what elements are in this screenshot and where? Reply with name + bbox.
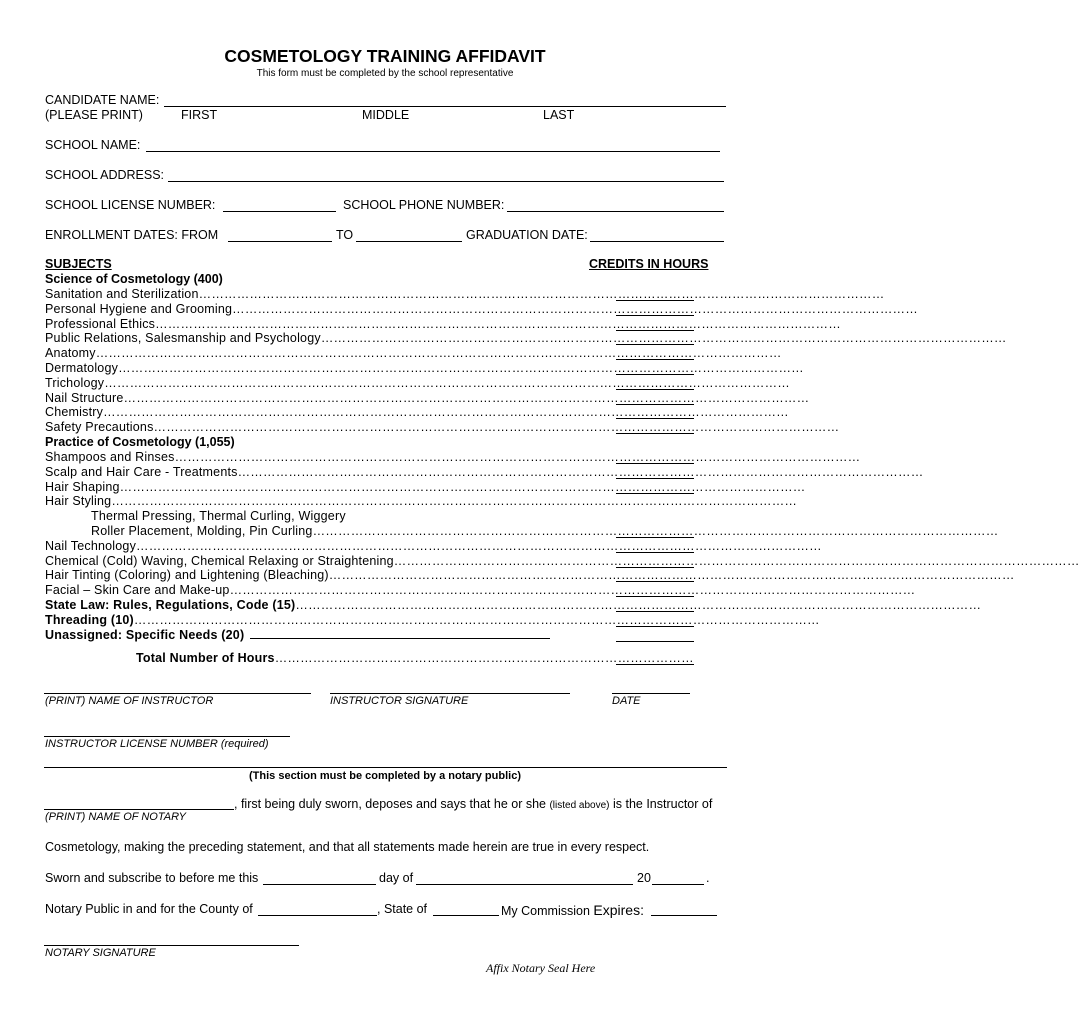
subject-row: Chemical (Cold) Waving, Chemical Relaxing or Straightening……………………………………………………………………………………………………………………………………………… [45, 553, 1080, 568]
subject-row: Professional Ethics……………………………………………………………………………………………………………………………………………… [45, 316, 841, 331]
please-print-label: (PLEASE PRINT) [45, 108, 143, 122]
subject-row: Facial – Skin Care and Make-up……………………………………………………………………………………………………………………………………………… [45, 583, 916, 598]
subject-label: Chemistry [45, 405, 104, 420]
school-license-field[interactable] [223, 211, 336, 212]
subject-label: Professional Ethics [45, 316, 156, 331]
subject-row [45, 628, 545, 642]
subject-label: Dermatology [45, 361, 119, 375]
subject-label: Nail Structure [45, 390, 124, 405]
subject-row: State Law: Rules, Regulations, Code (15)……………………………………………………………………………………………………………………………………………… [45, 598, 982, 612]
notary-signature-label: NOTARY SIGNATURE [45, 947, 156, 959]
subject-row: Sanitation and Sterilization……………………………………………………………………………………………………………………………………………… [45, 287, 885, 301]
subject-label: Facial – Skin Care and Make-up [45, 583, 230, 598]
commission-expires-field[interactable] [651, 915, 717, 916]
instructor-date-field[interactable] [612, 693, 690, 694]
expires-label: Expires: [593, 902, 644, 918]
subject-row: Hair Tinting (Coloring) and Lightening (Bleaching)……………………………………………………………………………………………………………………………………………… [45, 568, 1015, 583]
notary-signature-field[interactable] [44, 945, 299, 946]
instructor-signature-label: INSTRUCTOR SIGNATURE [330, 695, 469, 707]
school-name-label: SCHOOL NAME: [45, 138, 141, 152]
school-license-label: SCHOOL LICENSE NUMBER: [45, 198, 216, 212]
subject-label: Hair Styling [45, 494, 112, 509]
school-phone-label: SCHOOL PHONE NUMBER: [343, 198, 505, 212]
school-address-label: SCHOOL ADDRESS: [45, 168, 165, 182]
county-label: Notary Public in and for the County of [45, 902, 253, 916]
subject-row: Nail Technology……………………………………………………………………………………………………………………………………………… [45, 538, 822, 553]
instructor-license-label: INSTRUCTOR LICENSE NUMBER (required) [45, 738, 269, 750]
sworn-statement: , first being duly sworn, deposes and says that he or she (listed above) is the Instructor of [234, 797, 713, 811]
sworn-label: Sworn and subscribe to before me this [45, 871, 259, 885]
subject-row: Chemistry……………………………………………………………………………………………………………………………………………… [45, 405, 789, 420]
graduation-date-field[interactable] [590, 241, 724, 242]
notary-seal-label: Affix Notary Seal Here [486, 961, 596, 975]
enrollment-dates-label: ENROLLMENT DATES: FROM [45, 228, 219, 242]
science-heading: Science of Cosmetology (400) [45, 272, 223, 286]
form-subtitle: This form must be completed by the school representative [256, 68, 514, 79]
state-label: , State of [377, 902, 428, 916]
instructor-date-label: DATE [612, 695, 641, 707]
subject-row: Hair Shaping……………………………………………………………………………………………………………………………………………… [45, 479, 806, 494]
subject-row: Shampoos and Rinses……………………………………………………………………………………………………………………………………………… [45, 450, 861, 464]
instructor-license-field[interactable] [44, 736, 290, 737]
credit-hours-field[interactable] [616, 315, 694, 316]
subject-row: Personal Hygiene and Grooming……………………………………………………………………………………………………………………………………………… [45, 301, 918, 316]
practice-heading: Practice of Cosmetology (1,055) [45, 435, 235, 449]
credits-heading: CREDITS IN HOURS [589, 257, 709, 271]
subject-row: Roller Placement, Molding, Pin Curling……………………………………………………………………………………………………………………………………………… [91, 524, 999, 538]
first-name-label: FIRST [181, 108, 218, 122]
instructor-name-label: (PRINT) NAME OF INSTRUCTOR [45, 695, 214, 707]
middle-name-label: MIDDLE [362, 108, 410, 122]
subject-row: Dermatology……………………………………………………………………………………………………………………………………………… [45, 361, 804, 375]
subjects-heading: SUBJECTS [45, 257, 112, 271]
section-divider [44, 767, 727, 768]
subject-label: Scalp and Hair Care - Treatments [45, 464, 238, 479]
school-address-field[interactable] [168, 181, 724, 182]
subject-label: Public Relations, Salesmanship and Psychology [45, 331, 321, 346]
sworn-year-field[interactable] [652, 884, 704, 885]
graduation-date-label: GRADUATION DATE: [466, 228, 588, 242]
subject-label: Chemical (Cold) Waving, Chemical Relaxing or Straightening [45, 553, 394, 568]
total-hours-label: Total Number of Hours [136, 651, 275, 665]
instructor-name-field[interactable] [44, 693, 311, 694]
notary-name-field[interactable] [44, 809, 234, 810]
subject-label: State Law: Rules, Regulations, Code (15) [45, 598, 296, 612]
subject-label: Safety Precautions [45, 420, 154, 435]
subject-label: Personal Hygiene and Grooming [45, 301, 233, 316]
commission-label: My Commission Expires: [501, 902, 644, 918]
credit-hours-field[interactable] [616, 478, 694, 479]
subject-row: Threading (10)……………………………………………………………………………………………………………………………………………… [45, 612, 820, 627]
statement-text: Cosmetology, making the preceding statement, and that all statements made herein are true in every respect. [45, 840, 650, 854]
sworn-day-field[interactable] [263, 884, 376, 885]
subject-label: Sanitation and Sterilization [45, 287, 199, 301]
candidate-name-label: CANDIDATE NAME: [45, 93, 160, 107]
credit-hours-field[interactable] [616, 463, 694, 464]
subject-row: Safety Precautions……………………………………………………………………………………………………………………………………………… [45, 420, 840, 435]
listed-above-note: (listed above) [549, 800, 610, 811]
instructor-signature-field[interactable] [330, 693, 570, 694]
credit-hours-field[interactable] [616, 626, 694, 627]
year-prefix-label: 20 [637, 871, 651, 885]
credit-hours-field[interactable] [616, 300, 694, 301]
subject-row: Nail Structure……………………………………………………………………………………………………………………………………………… [45, 390, 810, 405]
subject-row: Anatomy……………………………………………………………………………………………………………………………………………… [45, 346, 782, 361]
subject-label: Hair Tinting (Coloring) and Lightening (Bleaching) [45, 568, 329, 583]
credit-hours-field[interactable] [616, 374, 694, 375]
credit-hours-field[interactable] [616, 611, 694, 612]
credit-hours-field[interactable] [616, 552, 694, 553]
subject-label: Shampoos and Rinses [45, 450, 175, 464]
credit-hours-field[interactable] [616, 641, 694, 642]
enrollment-from-field[interactable] [228, 241, 332, 242]
notary-name-label: (PRINT) NAME OF NOTARY [45, 811, 186, 823]
subject-label: Unassigned: Specific Needs (20) [45, 627, 245, 642]
subject-row: Trichology……………………………………………………………………………………………………………………………………………… [45, 375, 791, 390]
sworn-month-field[interactable] [416, 884, 633, 885]
school-name-field[interactable] [146, 151, 720, 152]
state-field[interactable] [433, 915, 499, 916]
enrollment-to-label: TO [336, 228, 354, 242]
year-period: . [706, 871, 710, 885]
subject-label: Trichology [45, 375, 105, 390]
last-name-label: LAST [543, 108, 575, 122]
subject-row: Public Relations, Salesmanship and Psychology……………………………………………………………………………………………………………………………………………… [45, 331, 1007, 346]
subject-row [91, 509, 547, 523]
subject-label: Nail Technology [45, 538, 137, 553]
subject-label: Roller Placement, Molding, Pin Curling [91, 524, 313, 538]
notary-section-note: (This section must be completed by a notary public) [249, 770, 521, 782]
day-of-label: day of [379, 871, 414, 885]
subject-label: Anatomy [45, 346, 96, 361]
credit-hours-field[interactable] [616, 537, 694, 538]
subject-label: Threading (10) [45, 612, 134, 627]
county-field[interactable] [258, 915, 377, 916]
enrollment-to-field[interactable] [356, 241, 462, 242]
subject-row: Scalp and Hair Care - Treatments……………………………………………………………………………………………………………………………………………… [45, 464, 924, 479]
form-title: COSMETOLOGY TRAINING AFFIDAVIT [224, 46, 546, 66]
total-hours-field[interactable] [616, 664, 694, 665]
credit-hours-field[interactable] [616, 389, 694, 390]
school-phone-field[interactable] [507, 211, 724, 212]
candidate-name-field[interactable] [164, 106, 726, 107]
total-hours-row: Total Number of Hours……………………………………………………………………………………… [136, 651, 694, 665]
credit-hours-field[interactable] [616, 433, 694, 434]
subject-row: Hair Styling……………………………………………………………………………………………………………………………………………… [45, 494, 798, 509]
subject-label: Thermal Pressing, Thermal Curling, Wiggery [91, 509, 346, 524]
subject-label: Hair Shaping [45, 479, 120, 494]
